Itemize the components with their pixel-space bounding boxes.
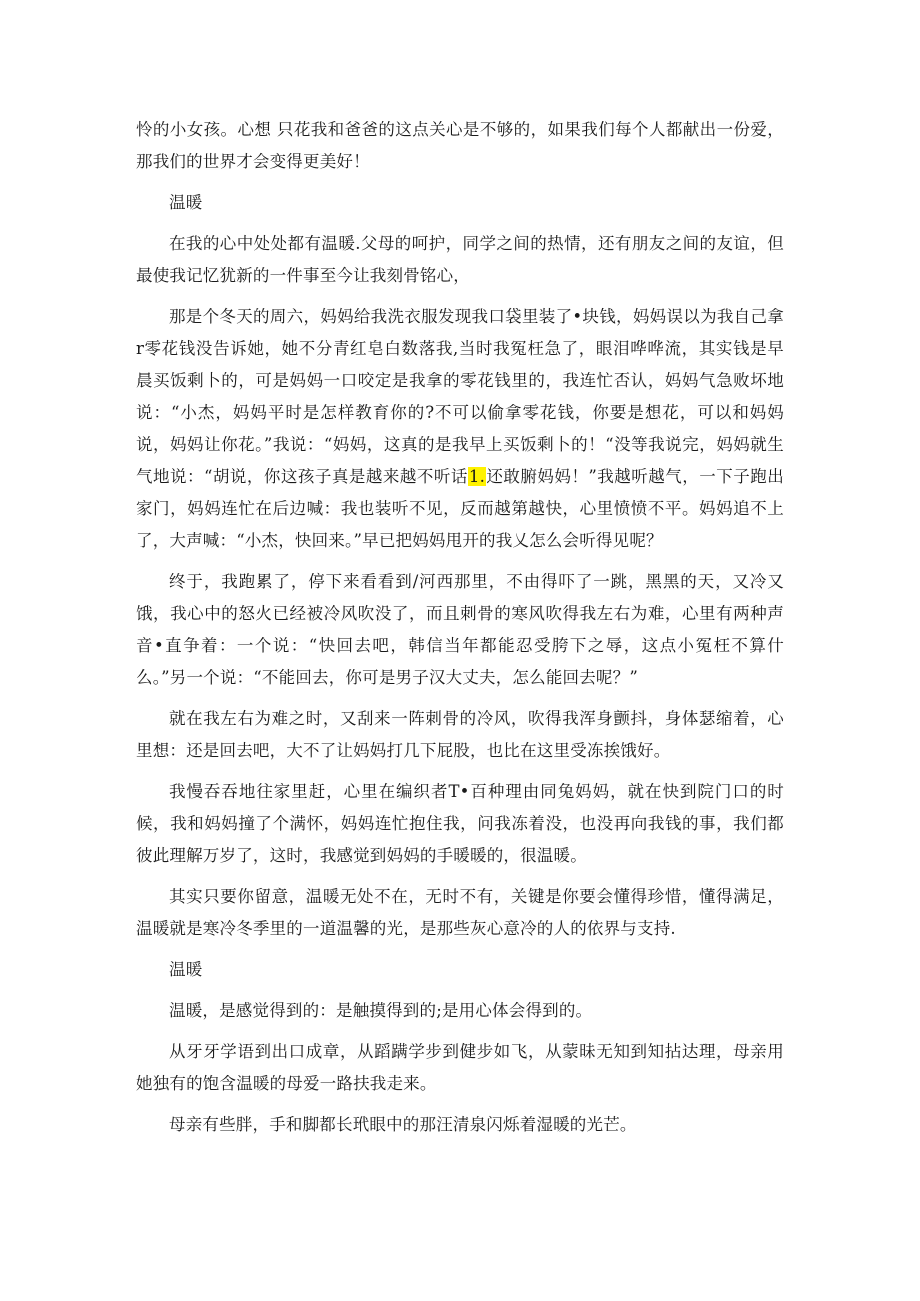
paragraph-2: 在我的心中处处都有温暖.父母的呵护，同学之间的热情，还有朋友之间的友谊，但最使我记忆犹新的一件事至今让我刻骨铭心，: [136, 234, 784, 285]
paragraph-3-part-1: 那是个冬天的周六，妈妈给我洗衣服发现我口袋里装了•块钱，妈妈误以为我自己拿r零花钱没告诉她，她不分青红皂白数落我,当时我冤枉急了，眼泪哗哗流，其实钱是早晨买饭剩卜的，可是妈妈一口咬定是我拿的零花钱里的，我连忙否认，妈妈气急败坏地说：“小杰，妈妈平时是怎样教育你的?不可以偷拿零花钱，你要是想花，可以和妈妈说，妈妈让你花。”我说：“妈妈，这真的是我早上买饭剩卜的！“没等我说完，妈妈就生气地说：“胡说，你这孩子真是越来越不听话: [136, 307, 784, 486]
paragraph-6: 我慢吞吞地往家里赶，心里在编织者T•百种理由同兔妈妈，就在快到院门口的时候，我和妈妈撞了个满怀，妈妈连忙抱住我，问我冻着没，也没再向我钱的事，我们都彼此理解万岁了，这时，我感觉到妈妈的手暖暖的，很温暖。: [136, 782, 784, 865]
highlighted-text: 1.: [468, 467, 486, 486]
paragraph-5: 就在我左右为难之时，又刮来一阵刺骨的冷风，吹得我浑身颤抖，身体瑟缩着，心里想：还是回去吧，大不了让妈妈打几下屁股，也比在这里受冻挨饿好。: [136, 709, 784, 760]
section-heading-1: 温暖: [169, 193, 203, 212]
section-heading-2: 温暖: [169, 960, 203, 979]
paragraph-3-part-2: 还敢腑妈妈！”我越听越气，一下子跑出家门，妈妈连忙在后边喊：我也装听不见，反而越第越快，心里愤愤不平。妈妈追不上了，大声喊：“小杰，快回来。”早已把妈妈甩开的我乂怎么会听得见呢？: [136, 467, 784, 550]
paragraph-8: 温暖，是感觉得到的：是触摸得到的;是用心体会得到的。: [169, 1001, 593, 1020]
paragraph-4: 终于，我跑累了，停下来看看到/河西那里，不由得吓了一跳，黑黑的天，又冷又饿，我心中的怒火已经被冷风吹没了，而且刺骨的寒风吹得我左右为难，心里有两种声音•直争着：一个说：“快回去吧，韩信当年都能忍受胯下之辱，这点小冤枉不算什么。”另一个说：“不能回去，你可是男子汉大丈夫，怎么能回去呢？”: [136, 572, 784, 687]
document-body: [136, 114, 784, 1150]
paragraph-1: 怜的小女孩。心想 只花我和爸爸的这点关心是不够的，如果我们每个人都献出一份爱，那我们的世界才会变得更美好！: [136, 120, 784, 171]
paragraph-3: [136, 301, 784, 557]
paragraph-9: 从牙牙学语到出口成章，从蹈蹒学步到健步如飞，从蒙昧无知到知拈达理，母亲用她独有的饱含温暖的母爱一路扶我走来。: [136, 1042, 784, 1093]
paragraph-7: 其实只要你留意，温暖无处不在，无时不有，关键是你要会懂得珍惜，懂得满足，温暖就是寒冷冬季里的一道温馨的光，是那些灰心意冷的人的依界与支持.: [136, 887, 784, 938]
paragraph-10: 母亲有些胖，手和脚都长玳眼中的那汪清泉闪烁着湿暖的光芒。: [169, 1115, 637, 1134]
